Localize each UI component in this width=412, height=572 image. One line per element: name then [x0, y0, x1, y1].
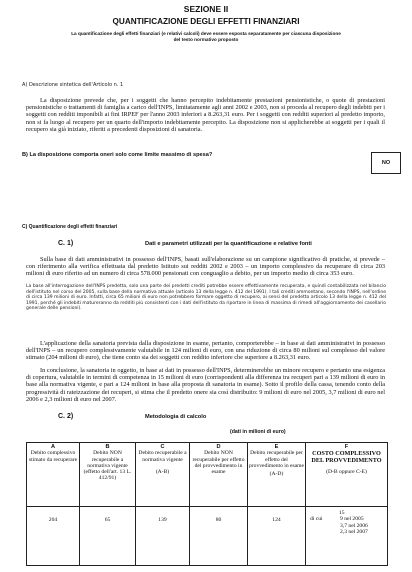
column-letter: D — [216, 444, 221, 450]
column-letter: C — [160, 444, 165, 450]
page-title: QUANTIFICAZIONE DEGLI EFFETTI FINANZIARI — [112, 17, 300, 26]
breakdown-2007: 2,3 nel 2007 — [340, 528, 368, 535]
value-cell: 65 — [80, 507, 136, 566]
subtitle-line-2: del testo normativo proposto — [173, 37, 239, 42]
column-letter: B — [105, 444, 110, 450]
header-cell-f — [306, 443, 388, 507]
page-subtitle — [28, 31, 384, 43]
column-letter: E — [274, 444, 279, 450]
table-header-row — [27, 443, 388, 507]
total-cost-value: 15 — [339, 510, 345, 516]
column-header: Debito recuperabile a normativa vigente — [138, 450, 187, 463]
section-b-answer-box — [371, 152, 401, 174]
breakdown-2006: 3,7 nel 2006 — [340, 522, 368, 529]
column-header: COSTO COMPLESSIVO DEL PROVVEDIMENTO — [311, 450, 382, 465]
breakdown-2005: 9 nel 2005 — [340, 516, 364, 523]
c1-paragraph-2: L'applicazione della sanatoria prevista dalla disposizione in esame, pertanto, comporterebbe – in base ai dati amministrativi in possesso dell'INPS – un recupero complessivamente valutabile in 124 milioni di euro, con una riduzione di circa 80 milioni sul complesso del valore stimato (204 milioni di euro), che tiene conto sia dei soggetti con reddito inferiore che superiore a 8.263,31 euro. — [26, 340, 385, 362]
column-formula: (A-D) — [269, 471, 284, 478]
value-cell: 80 — [190, 507, 248, 566]
column-formula: (A-B) — [155, 468, 170, 475]
header-cell-b — [80, 443, 136, 507]
total-cost-cell — [306, 507, 388, 566]
c1-title: Dati e parametri utilizzati per la quantificazione e relative fonti — [145, 241, 312, 247]
header-cell-d — [190, 443, 248, 507]
section-a-label: A) Descrizione sintetica dell'Articolo n. 1 — [22, 82, 124, 88]
column-formula: (D-B oppure C-E) — [326, 469, 367, 476]
section-title: SEZIONE II — [183, 4, 229, 14]
subtitle-line-1: La quantificazione degli effetti finanziari (e relativi calcoli) deve essere esposta separatamente per ciascuna disposizione — [71, 31, 341, 36]
header-cell-e — [248, 443, 306, 507]
value-cell: 139 — [136, 507, 190, 566]
section-c-heading: C) Quantificazione degli effetti finanziari — [22, 224, 118, 230]
value-cell: 124 — [248, 507, 306, 566]
table-value-row — [27, 507, 388, 566]
section-b-question: B) La disposizione comporta oneri solo come limite massimo di spesa? — [22, 152, 213, 158]
column-header: Debito NON recuperabile per effetto del provvedimento in esame — [192, 450, 245, 476]
column-header: Debito complessivo stimato da recuperare — [28, 450, 78, 463]
column-letter: F — [344, 444, 349, 450]
unit-note: (dati in milioni di euro) — [230, 429, 286, 435]
breakdown-prefix: di cui — [310, 516, 323, 523]
section-a-text: La disposizione prevede che, per i soggetti che hanno percepito indebitamente prestazioni pensionistiche, o quote di prestazioni pensionistiche o trattamenti di famiglia a carico dell'INPS, limitatamente agli anni 2002 e 2003, non si proceda al recupero degli indebiti per i soggetti con redditi imponibili ai fini IRPEF per l'anno 2003 inferiori a 8.263,31 euro. Per i soggetti con redditi superiori al predetto importo, non si fa luogo al recupero per un quarto dell'importo indebitamente percepito. La disposizione non si applicherebbe ai soggetti per i quali il recupero sia già iniziato, riferiti a precedenti disposizioni di sanatoria. — [26, 97, 385, 133]
column-header: Debito recuperabile per effetto del provvedimento in esame — [249, 450, 304, 469]
c2-label: C. 2) — [58, 413, 74, 420]
column-letter: A — [50, 444, 56, 450]
header-cell-c — [136, 443, 190, 507]
section-b-answer: NO — [381, 160, 391, 166]
c1-paragraph-3: In conclusione, la sanatoria in oggetto, in base ai dati in possesso dell'INPS, determinerebbe un minore recupero e pertanto una esigenza di copertura, valutabile in termini di competenza in 15 milioni di euro (corrispondenti alla differenza tra recuperi pari a 139 milioni di euro in base alla normativa vigente, e pari a 124 milioni in base alla proposta di sanatoria in esame). Sotto il profilo della cassa, tenendo conto della progressività di rateizzazione dei recuperi, si stima che il predetto onere sia così distribuito: 9 milioni di euro nel 2005, 3,7 milioni di euro nel 2006 e 2,3 milioni di euro nel 2007. — [26, 367, 385, 403]
cost-table — [26, 442, 387, 566]
c1-paragraph-1: Sulla base di dati amministrativi in possesso dell'INPS, basati sull'elaborazione su un campione significativo di pratiche, si prevede – con riferimento alla verifica effettuata dal predetto Istituto sui redditi 2002 e 2003 – un importo complessivo da recuperare di circa 203 milioni di euro riferito ad un numero di circa 578.000 pensionati con conguaglio a debito, per un importo medio di circa 353 euro. — [26, 256, 385, 278]
header-cell-a — [27, 443, 80, 507]
c1-label: C. 1) — [58, 240, 74, 247]
value-cell: 204 — [27, 507, 80, 566]
column-header: Debito NON recuperabile a normativa vigente (effetto dell'art. 13 L. 412/91) — [83, 450, 132, 482]
c2-title: Metodologia di calcolo — [145, 414, 207, 420]
handwritten-insertion: La base all'interrogazione dell'INPS predetta, solo una parte dei predetti crediti potrebbe essere effettivamente recuperata, e quindi contabilizzata nel bilancio dell'istituto nel corso del 2005, sulla base della normativa attuale (articolo 13 della legge n. 412 del 1991). I tali crediti ammontano, secondo l'INPS, nell'ordine di circa 139 milioni di euro. Infatti, circa 65 milioni di euro non potrebbero formare oggetto di recupero, ai sensi del predetto articolo 13 della legge n. 412 del 1991, perché gli indebiti matureranno da redditi più consistenti con i dati dell'istituto da riportare in linea di massima di rimedi all'aggiornamento dei casellario generale delle pensioni). — [26, 284, 386, 312]
